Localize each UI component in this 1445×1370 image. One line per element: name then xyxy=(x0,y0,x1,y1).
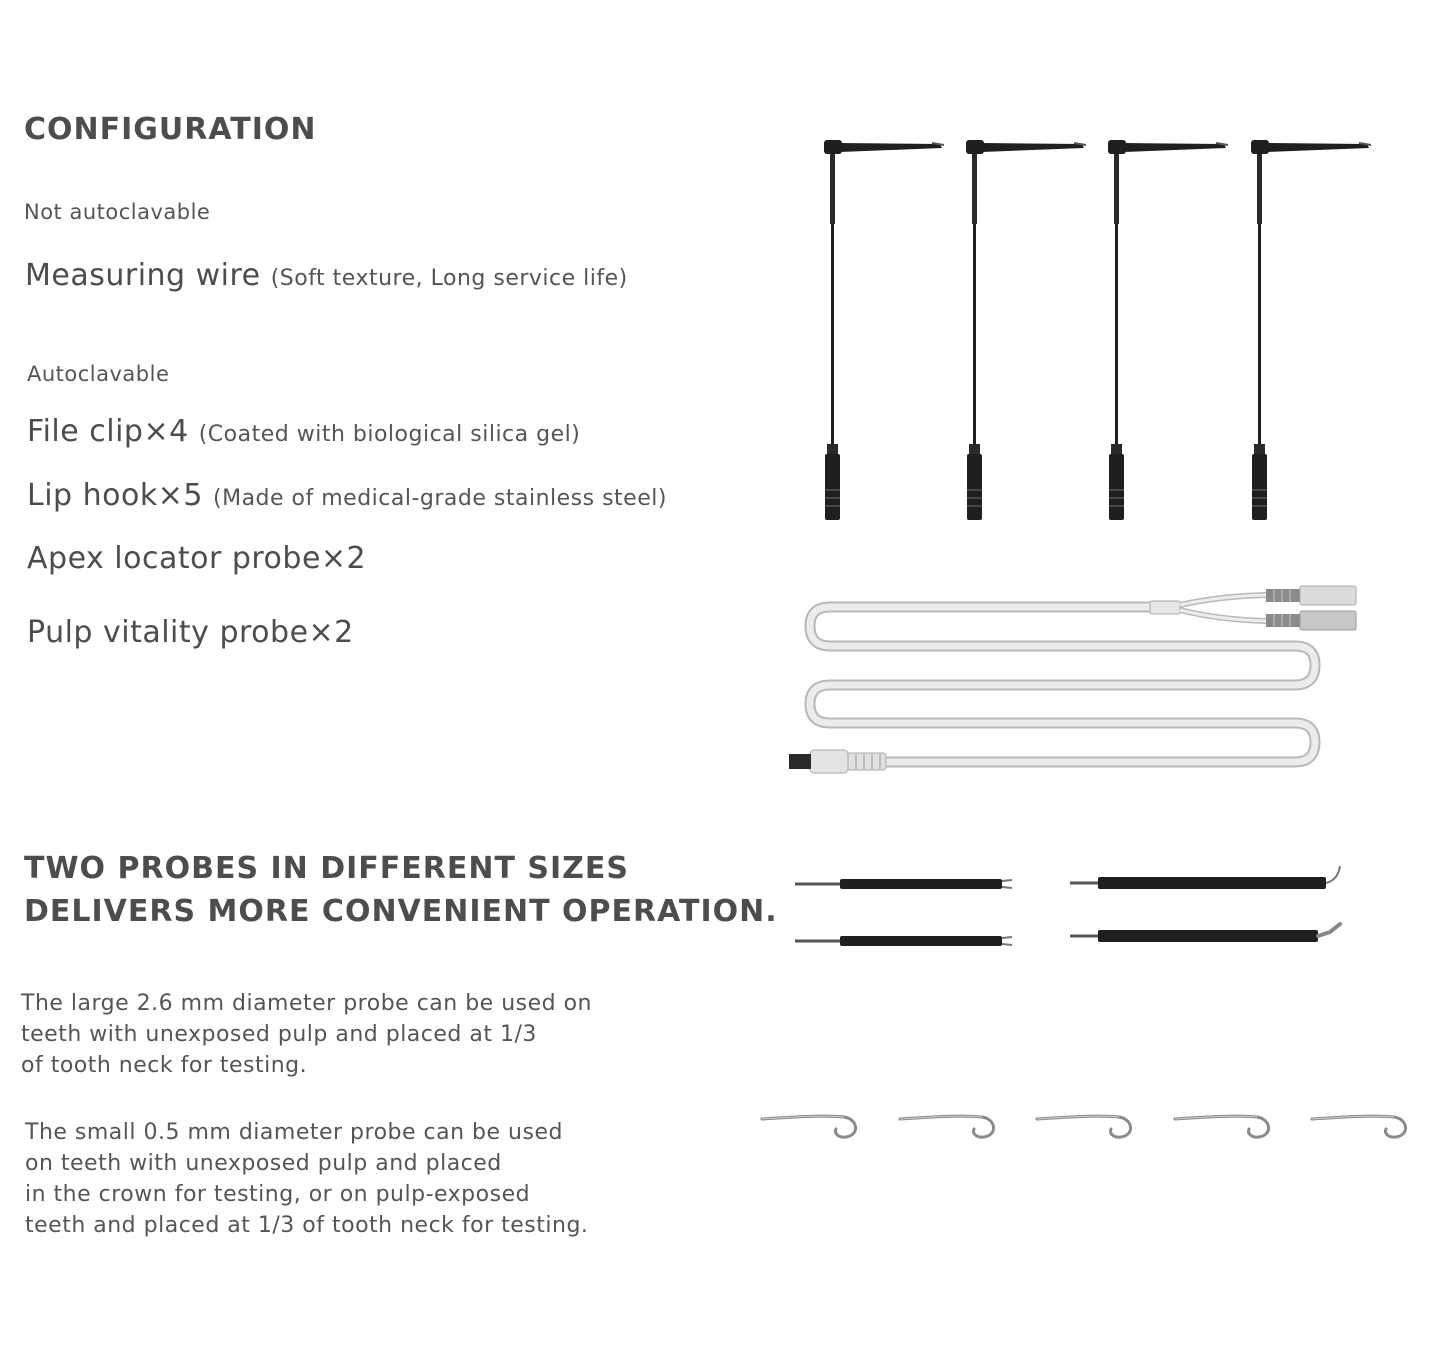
lip-hook-note: (Made of medical-grade stainless steel) xyxy=(213,486,667,511)
probes-title-line-1: TWO PROBES IN DIFFERENT SIZES xyxy=(24,851,629,886)
probe-icon xyxy=(1070,866,1340,889)
small-probe-line: on teeth with unexposed pulp and placed xyxy=(25,1151,502,1176)
file-clip-icon xyxy=(966,140,1086,520)
large-probe-line: of tooth neck for testing. xyxy=(21,1053,308,1078)
small-probe-line: The small 0.5 mm diameter probe can be used xyxy=(25,1120,563,1145)
probes-title-line-2: DELIVERS MORE CONVENIENT OPERATION. xyxy=(24,894,778,929)
apex-locator-probe-name: Apex locator probe×2 xyxy=(27,541,367,576)
probe-icon xyxy=(795,936,1012,946)
small-probe-line: in the crown for testing, or on pulp-exposed xyxy=(25,1182,531,1207)
lip-hook-icon xyxy=(762,1116,856,1137)
measuring-wire-icon xyxy=(789,586,1356,773)
lip-hook-icon xyxy=(1312,1116,1406,1137)
measuring-wire-name: Measuring wire xyxy=(25,258,261,293)
large-probe-line: teeth with unexposed pulp and placed at 1/3 xyxy=(21,1022,537,1047)
lip-hook-name: Lip hook×5 xyxy=(27,478,203,513)
probe-icon xyxy=(1070,924,1340,942)
lip-hook-icon xyxy=(1037,1116,1131,1137)
lip-hook-icon xyxy=(900,1116,994,1137)
configuration-title: CONFIGURATION xyxy=(24,112,317,147)
not-autoclavable-label: Not autoclavable xyxy=(24,200,211,224)
file-clip-icon xyxy=(824,140,944,520)
file-clip-icon xyxy=(1251,140,1371,520)
small-probe-line: teeth and placed at 1/3 of tooth neck for testing. xyxy=(25,1213,589,1238)
large-probe-line: The large 2.6 mm diameter probe can be used on xyxy=(21,991,593,1016)
autoclavable-label: Autoclavable xyxy=(27,362,170,386)
file-clip-icon xyxy=(1108,140,1228,520)
file-clip-name: File clip×4 xyxy=(27,414,189,449)
lip-hook-icon xyxy=(1175,1116,1269,1137)
probe-icon xyxy=(795,879,1012,889)
measuring-wire-note: (Soft texture, Long service life) xyxy=(270,266,628,291)
file-clip-note: (Coated with biological silica gel) xyxy=(198,422,581,447)
pulp-vitality-probe-name: Pulp vitality probe×2 xyxy=(27,615,354,650)
